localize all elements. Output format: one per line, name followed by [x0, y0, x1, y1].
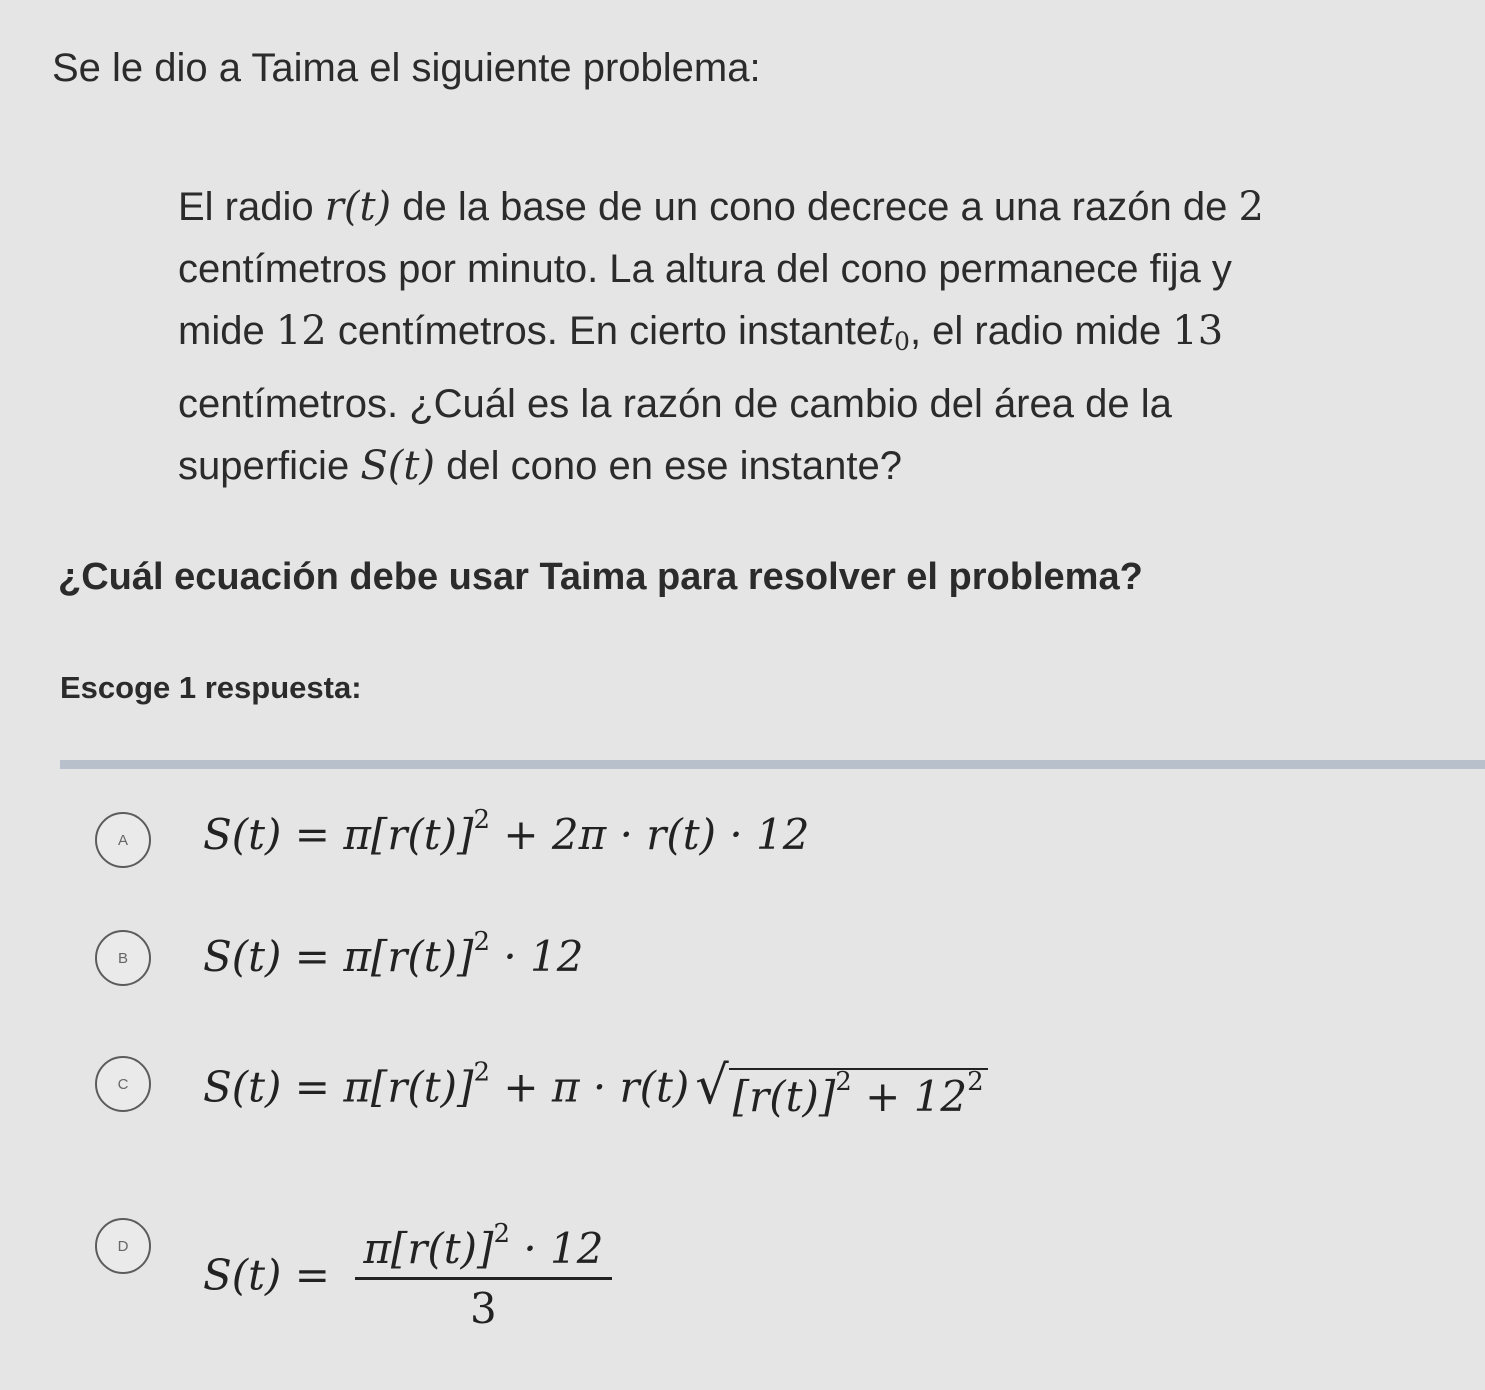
height-value: 12 — [275, 308, 327, 354]
problem-line-3: mide 12 centímetros. En cierto instantet$_0$, el radio mide 13 — [178, 308, 1224, 357]
problem-line-1: El radio r(t) de la base de un cono decrece a una razón de 2 — [178, 184, 1264, 230]
intro-text: Se le dio a Taima el siguiente problema: — [52, 46, 761, 90]
problem-line-4: centímetros. ¿Cuál es la razón de cambio del área de la — [178, 382, 1172, 427]
rate-value: 2 — [1238, 184, 1264, 230]
option-c[interactable] — [95, 1056, 1445, 1166]
radio-b[interactable]: B — [95, 930, 151, 986]
radius-value: 13 — [1172, 308, 1224, 354]
radio-a[interactable]: A — [95, 812, 151, 868]
t-zero: $t_0$ — [878, 308, 910, 357]
option-d[interactable] — [95, 1218, 1445, 1378]
r-of-t: r(t) — [324, 184, 392, 230]
option-a[interactable] — [95, 805, 1445, 918]
problem-line-5: superficie S(t) del cono en ese instante? — [178, 443, 903, 490]
s-of-t: S(t) — [360, 443, 435, 490]
instruction-text: Escoge 1 respuesta: — [60, 670, 362, 705]
divider — [60, 760, 1485, 769]
radio-d[interactable]: D — [95, 1218, 151, 1274]
radio-c[interactable]: C — [95, 1056, 151, 1112]
option-b[interactable] — [95, 927, 1445, 1040]
fraction: $\frac{\pi[r(t)]^2 \cdot 12}{3}$ — [355, 1224, 611, 1333]
equation-d: S(t) = $\frac{\pi[r(t)]^2 \cdot 12}{3}$ — [203, 1224, 612, 1333]
equation-b: $S(t) = \pi[r(t)]^2 \cdot 12$ — [203, 927, 584, 981]
question-text: ¿Cuál ecuación debe usar Taima para resolver el problema? — [58, 556, 1143, 598]
problem-line-2: centímetros por minuto. La altura del cono permanece fija y — [178, 247, 1232, 291]
radical-sign: √ — [695, 1055, 729, 1116]
equation-c: $S(t) = \pi[r(t)]^2 + \pi \cdot r(t) √[r(t)]^2 + 12^2$ — [203, 1060, 988, 1121]
equation-a: $S(t) = \pi[r(t)]^2 + 2\pi \cdot r(t) \cdot 12$ — [203, 805, 810, 859]
problem-statement — [178, 176, 1468, 497]
square-root: $√[r(t)]^2 + 12^2$ — [695, 1060, 987, 1121]
